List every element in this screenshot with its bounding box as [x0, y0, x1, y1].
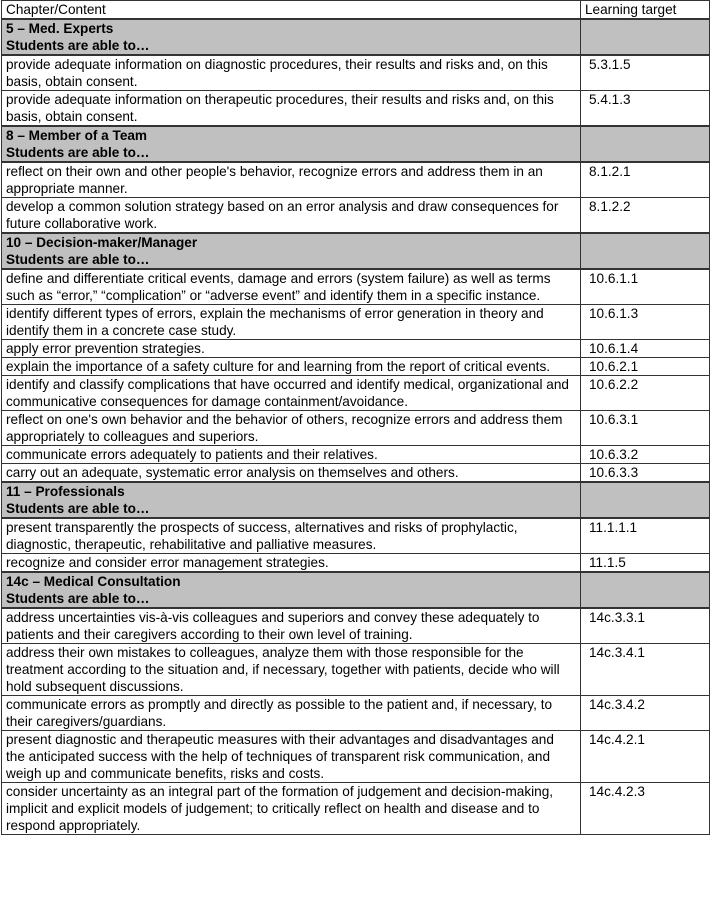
learning-target-code: 5.3.1.5 [581, 55, 710, 91]
table-row [2, 644, 710, 696]
learning-target-code: 10.6.1.1 [581, 269, 710, 305]
table-row [2, 376, 710, 411]
learning-targets-table [1, 0, 710, 835]
learning-target-code: 14c.4.2.1 [581, 731, 710, 783]
objective-text: provide adequate information on therapeutic procedures, their results and risks and, on this basis, obtain consent. [2, 91, 581, 127]
section-header-row [2, 482, 710, 518]
learning-target-code: 14c.3.3.1 [581, 608, 710, 644]
column-header-chapter-content: Chapter/Content [2, 1, 581, 20]
learning-target-code: 5.4.1.3 [581, 91, 710, 127]
objective-text: reflect on one's own behavior and the behavior of others, recognize errors and address them appropriately to colleagues and superiors. [2, 411, 581, 446]
section-header-empty-cell [581, 19, 710, 55]
objective-text: identify different types of errors, explain the mechanisms of error generation in theory and identify them in a concrete case study. [2, 305, 581, 340]
learning-target-code: 8.1.2.2 [581, 198, 710, 234]
learning-target-code: 10.6.1.3 [581, 305, 710, 340]
section-header-cell [2, 233, 581, 269]
learning-target-code: 11.1.5 [581, 554, 710, 573]
objective-text: consider uncertainty as an integral part of the formation of judgement and decision-making, implicit and explicit models of judgement; to critically reflect on health and disease and to respond appropriately. [2, 783, 581, 835]
objective-text: develop a common solution strategy based on an error analysis and draw consequences for future collaborative work. [2, 198, 581, 234]
objective-text: communicate errors adequately to patients and their relatives. [2, 446, 581, 464]
section-header-cell [2, 19, 581, 55]
table-row [2, 198, 710, 234]
table-row [2, 464, 710, 483]
objective-text: recognize and consider error management strategies. [2, 554, 581, 573]
learning-target-code: 14c.3.4.1 [581, 644, 710, 696]
section-title: 11 – Professionals [6, 484, 125, 499]
table-row [2, 358, 710, 376]
learning-target-code: 11.1.1.1 [581, 518, 710, 554]
section-header-cell [2, 126, 581, 162]
table-row [2, 162, 710, 198]
learning-target-code: 10.6.3.1 [581, 411, 710, 446]
table-row [2, 731, 710, 783]
objective-text: present diagnostic and therapeutic measures with their advantages and disadvantages and the anticipated success with the help of techniques of transparent risk communication, and weigh up and communicate benefits, risks and costs. [2, 731, 581, 783]
table-header-row [2, 1, 710, 20]
objective-text: communicate errors as promptly and directly as possible to the patient and, if necessary, to their caregivers/guardians. [2, 696, 581, 731]
section-title: 8 – Member of a Team [6, 128, 148, 143]
objective-text: address their own mistakes to colleagues, analyze them with those responsible for the treatment according to the situation and, if necessary, together with patients, decide who will hold subsequent discussions. [2, 644, 581, 696]
objective-text: define and differentiate critical events, damage and errors (system failure) as well as terms such as “error,” “complication” or “adverse event” and identify them in a specific instance. [2, 269, 581, 305]
table-row [2, 340, 710, 358]
objective-text: apply error prevention strategies. [2, 340, 581, 358]
learning-target-code: 10.6.3.2 [581, 446, 710, 464]
section-intro: Students are able to… [6, 252, 150, 267]
section-header-row [2, 126, 710, 162]
section-header-empty-cell [581, 126, 710, 162]
section-title: 5 – Med. Experts [6, 21, 114, 36]
section-header-row [2, 572, 710, 608]
section-header-cell [2, 572, 581, 608]
table-body [2, 19, 710, 835]
table-row [2, 305, 710, 340]
objective-text: provide adequate information on diagnostic procedures, their results and risks and, on this basis, obtain consent. [2, 55, 581, 91]
objective-text: explain the importance of a safety culture for and learning from the report of critical events. [2, 358, 581, 376]
learning-target-code: 14c.3.4.2 [581, 696, 710, 731]
section-intro: Students are able to… [6, 145, 150, 160]
section-title: 10 – Decision-maker/Manager [6, 235, 198, 250]
table-row [2, 696, 710, 731]
table-row [2, 554, 710, 573]
learning-target-code: 14c.4.2.3 [581, 783, 710, 835]
section-intro: Students are able to… [6, 38, 150, 53]
table-row [2, 55, 710, 91]
table-row [2, 411, 710, 446]
objective-text: carry out an adequate, systematic error analysis on themselves and others. [2, 464, 581, 483]
table-row [2, 269, 710, 305]
section-header-row [2, 233, 710, 269]
learning-target-code: 10.6.3.3 [581, 464, 710, 483]
section-header-empty-cell [581, 482, 710, 518]
objective-text: address uncertainties vis-à-vis colleagues and superiors and convey these adequately to patients and their caregivers according to their own level of training. [2, 608, 581, 644]
section-header-row [2, 19, 710, 55]
section-header-empty-cell [581, 233, 710, 269]
objective-text: identify and classify complications that have occurred and identify medical, organizational and communicative consequences for damage containment/avoidance. [2, 376, 581, 411]
table-row [2, 518, 710, 554]
column-header-learning-target: Learning target [581, 1, 710, 20]
section-header-cell [2, 482, 581, 518]
learning-target-code: 10.6.1.4 [581, 340, 710, 358]
table-row [2, 608, 710, 644]
section-title: 14c – Medical Consultation [6, 574, 181, 589]
section-intro: Students are able to… [6, 591, 150, 606]
learning-target-code: 10.6.2.2 [581, 376, 710, 411]
table-row [2, 446, 710, 464]
table-row [2, 783, 710, 835]
objective-text: present transparently the prospects of success, alternatives and risks of prophylactic, diagnostic, therapeutic, rehabilitative and palliative measures. [2, 518, 581, 554]
section-intro: Students are able to… [6, 501, 150, 516]
learning-target-code: 10.6.2.1 [581, 358, 710, 376]
learning-target-code: 8.1.2.1 [581, 162, 710, 198]
section-header-empty-cell [581, 572, 710, 608]
table-row [2, 91, 710, 127]
objective-text: reflect on their own and other people's behavior, recognize errors and address them in an appropriate manner. [2, 162, 581, 198]
